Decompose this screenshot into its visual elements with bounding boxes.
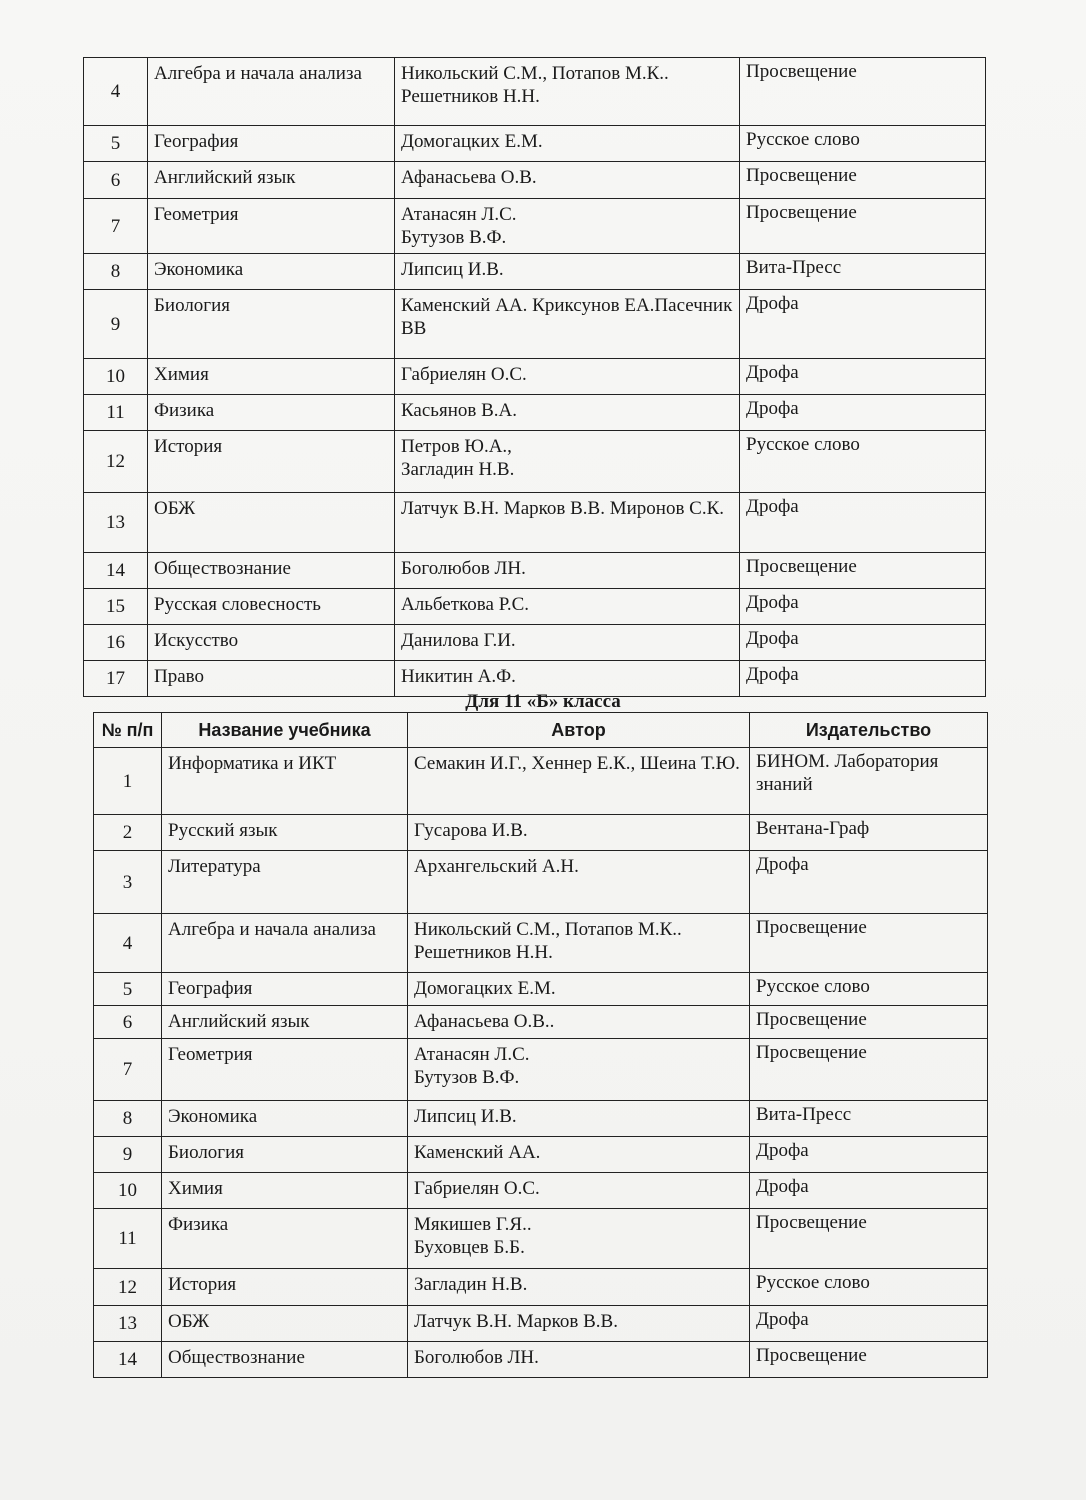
textbook-author: Атанасян Л.С. Бутузов В.Ф. xyxy=(408,1039,750,1101)
textbook-table-upper xyxy=(83,57,986,697)
table-row xyxy=(94,1342,988,1378)
table-row xyxy=(94,1137,988,1173)
textbook-title: Алгебра и начала анализа xyxy=(148,58,395,126)
textbook-publisher: Просвещение xyxy=(740,58,986,126)
table-row xyxy=(94,1209,988,1269)
row-number: 7 xyxy=(84,199,148,254)
textbook-title: Геометрия xyxy=(148,199,395,254)
textbook-title: Информатика и ИКТ xyxy=(162,748,408,815)
table-row xyxy=(94,973,988,1006)
table-row xyxy=(84,553,986,589)
header-author: Автор xyxy=(408,713,750,748)
textbook-table-11b xyxy=(93,712,988,1378)
table-row xyxy=(84,493,986,553)
row-number: 6 xyxy=(94,1006,162,1039)
textbook-author: Домогацких Е.М. xyxy=(395,126,740,162)
table-row xyxy=(84,395,986,431)
table-body xyxy=(84,58,986,697)
row-number: 12 xyxy=(94,1269,162,1306)
textbook-title: Геометрия xyxy=(162,1039,408,1101)
textbook-publisher: Вентана-Граф xyxy=(750,815,988,851)
textbook-title: Химия xyxy=(148,359,395,395)
textbook-publisher: Просвещение xyxy=(740,199,986,254)
textbook-author: Никитин А.Ф. xyxy=(395,661,740,697)
textbook-publisher: Просвещение xyxy=(750,1039,988,1101)
table-header-row xyxy=(94,713,988,748)
row-number: 5 xyxy=(94,973,162,1006)
table-row xyxy=(84,199,986,254)
table-row xyxy=(84,126,986,162)
textbook-publisher: Просвещение xyxy=(750,914,988,973)
textbook-author: Афанасьева О.В. xyxy=(395,162,740,199)
textbook-publisher: Просвещение xyxy=(750,1209,988,1269)
header-publisher: Издательство xyxy=(750,713,988,748)
textbook-author: Никольский С.М., Потапов М.К.. Решетников Н.Н. xyxy=(408,914,750,973)
textbook-author: Каменский АА. Криксунов ЕА.Пасечник ВВ xyxy=(395,290,740,359)
textbook-title: Английский язык xyxy=(148,162,395,199)
row-number: 7 xyxy=(94,1039,162,1101)
textbook-author: Домогацких Е.М. xyxy=(408,973,750,1006)
row-number: 4 xyxy=(84,58,148,126)
table-row xyxy=(94,748,988,815)
textbook-publisher: Дрофа xyxy=(740,589,986,625)
textbook-title: История xyxy=(162,1269,408,1306)
row-number: 5 xyxy=(84,126,148,162)
textbook-title: Искусство xyxy=(148,625,395,661)
row-number: 12 xyxy=(84,431,148,493)
textbook-title: Химия xyxy=(162,1173,408,1209)
textbook-author: Липсиц И.В. xyxy=(408,1101,750,1137)
textbook-title: Алгебра и начала анализа xyxy=(162,914,408,973)
row-number: 10 xyxy=(84,359,148,395)
table-row xyxy=(94,1101,988,1137)
row-number: 9 xyxy=(94,1137,162,1173)
textbook-author: Габриелян О.С. xyxy=(395,359,740,395)
textbook-author: Архангельский А.Н. xyxy=(408,851,750,914)
table-row xyxy=(94,914,988,973)
table-row xyxy=(94,815,988,851)
row-number: 8 xyxy=(94,1101,162,1137)
textbook-title: Физика xyxy=(162,1209,408,1269)
textbook-publisher: Дрофа xyxy=(750,1137,988,1173)
textbook-publisher: Дрофа xyxy=(750,1173,988,1209)
textbook-author: Данилова Г.И. xyxy=(395,625,740,661)
row-number: 13 xyxy=(94,1306,162,1342)
textbook-author: Латчук В.Н. Марков В.В. Миронов С.К. xyxy=(395,493,740,553)
row-number: 16 xyxy=(84,625,148,661)
row-number: 2 xyxy=(94,815,162,851)
textbook-publisher: Просвещение xyxy=(740,553,986,589)
textbook-publisher: Дрофа xyxy=(750,851,988,914)
textbook-author: Мякишев Г.Я.. Буховцев Б.Б. xyxy=(408,1209,750,1269)
textbook-title: Физика xyxy=(148,395,395,431)
textbook-author: Петров Ю.А., Загладин Н.В. xyxy=(395,431,740,493)
table-row xyxy=(84,431,986,493)
row-number: 13 xyxy=(84,493,148,553)
textbook-publisher: Дрофа xyxy=(740,359,986,395)
textbook-publisher: Просвещение xyxy=(750,1342,988,1378)
textbook-publisher: Дрофа xyxy=(740,395,986,431)
table-row xyxy=(84,254,986,290)
table-row xyxy=(94,851,988,914)
table-row xyxy=(84,625,986,661)
header-title: Название учебника xyxy=(162,713,408,748)
table-row xyxy=(84,589,986,625)
textbook-author: Загладин Н.В. xyxy=(408,1269,750,1306)
textbook-publisher: Дрофа xyxy=(740,625,986,661)
row-number: 1 xyxy=(94,748,162,815)
textbook-publisher: Вита-Пресс xyxy=(750,1101,988,1137)
header-number: № п/п xyxy=(94,713,162,748)
row-number: 11 xyxy=(94,1209,162,1269)
row-number: 10 xyxy=(94,1173,162,1209)
textbook-title: География xyxy=(162,973,408,1006)
textbook-publisher: БИНОМ. Лаборатория знаний xyxy=(750,748,988,815)
section-caption: Для 11 «Б» класса xyxy=(465,691,621,712)
textbook-title: ОБЖ xyxy=(148,493,395,553)
textbook-title: Литература xyxy=(162,851,408,914)
textbook-title: Экономика xyxy=(148,254,395,290)
table-row xyxy=(94,1306,988,1342)
textbook-author: Афанасьева О.В.. xyxy=(408,1006,750,1039)
textbook-publisher: Просвещение xyxy=(740,162,986,199)
table-row xyxy=(84,290,986,359)
row-number: 4 xyxy=(94,914,162,973)
textbook-title: Русский язык xyxy=(162,815,408,851)
textbook-publisher: Русское слово xyxy=(740,126,986,162)
textbook-publisher: Дрофа xyxy=(740,661,986,697)
textbook-publisher: Просвещение xyxy=(750,1006,988,1039)
table-row xyxy=(94,1006,988,1039)
textbook-title: Обществознание xyxy=(162,1342,408,1378)
row-number: 8 xyxy=(84,254,148,290)
row-number: 9 xyxy=(84,290,148,359)
textbook-publisher: Русское слово xyxy=(750,973,988,1006)
textbook-author: Семакин И.Г., Хеннер Е.К., Шеина Т.Ю. xyxy=(408,748,750,815)
textbook-author: Касьянов В.А. xyxy=(395,395,740,431)
textbook-title: История xyxy=(148,431,395,493)
row-number: 14 xyxy=(84,553,148,589)
row-number: 17 xyxy=(84,661,148,697)
table-row xyxy=(94,1269,988,1306)
table-row xyxy=(94,1173,988,1209)
textbook-title: Обществознание xyxy=(148,553,395,589)
textbook-title: Право xyxy=(148,661,395,697)
textbook-title: География xyxy=(148,126,395,162)
textbook-publisher: Дрофа xyxy=(740,493,986,553)
textbook-author: Боголюбов ЛН. xyxy=(395,553,740,589)
textbook-author: Липсиц И.В. xyxy=(395,254,740,290)
table-row xyxy=(84,162,986,199)
textbook-author: Боголюбов ЛН. xyxy=(408,1342,750,1378)
textbook-author: Габриелян О.С. xyxy=(408,1173,750,1209)
textbook-title: Экономика xyxy=(162,1101,408,1137)
textbook-title: Английский язык xyxy=(162,1006,408,1039)
row-number: 11 xyxy=(84,395,148,431)
table-row xyxy=(84,359,986,395)
textbook-title: Русская словесность xyxy=(148,589,395,625)
textbook-author: Никольский С.М., Потапов М.К.. Решетников Н.Н. xyxy=(395,58,740,126)
textbook-author: Гусарова И.В. xyxy=(408,815,750,851)
row-number: 3 xyxy=(94,851,162,914)
table-body xyxy=(94,748,988,1378)
textbook-author: Латчук В.Н. Марков В.В. xyxy=(408,1306,750,1342)
textbook-publisher: Русское слово xyxy=(740,431,986,493)
table-row xyxy=(94,1039,988,1101)
textbook-author: Атанасян Л.С. Бутузов В.Ф. xyxy=(395,199,740,254)
textbook-publisher: Вита-Пресс xyxy=(740,254,986,290)
textbook-publisher: Русское слово xyxy=(750,1269,988,1306)
table-row xyxy=(84,58,986,126)
textbook-title: Биология xyxy=(148,290,395,359)
textbook-publisher: Дрофа xyxy=(750,1306,988,1342)
row-number: 15 xyxy=(84,589,148,625)
textbook-title: Биология xyxy=(162,1137,408,1173)
row-number: 6 xyxy=(84,162,148,199)
textbook-author: Альбеткова Р.С. xyxy=(395,589,740,625)
textbook-title: ОБЖ xyxy=(162,1306,408,1342)
row-number: 14 xyxy=(94,1342,162,1378)
textbook-author: Каменский АА. xyxy=(408,1137,750,1173)
textbook-publisher: Дрофа xyxy=(740,290,986,359)
